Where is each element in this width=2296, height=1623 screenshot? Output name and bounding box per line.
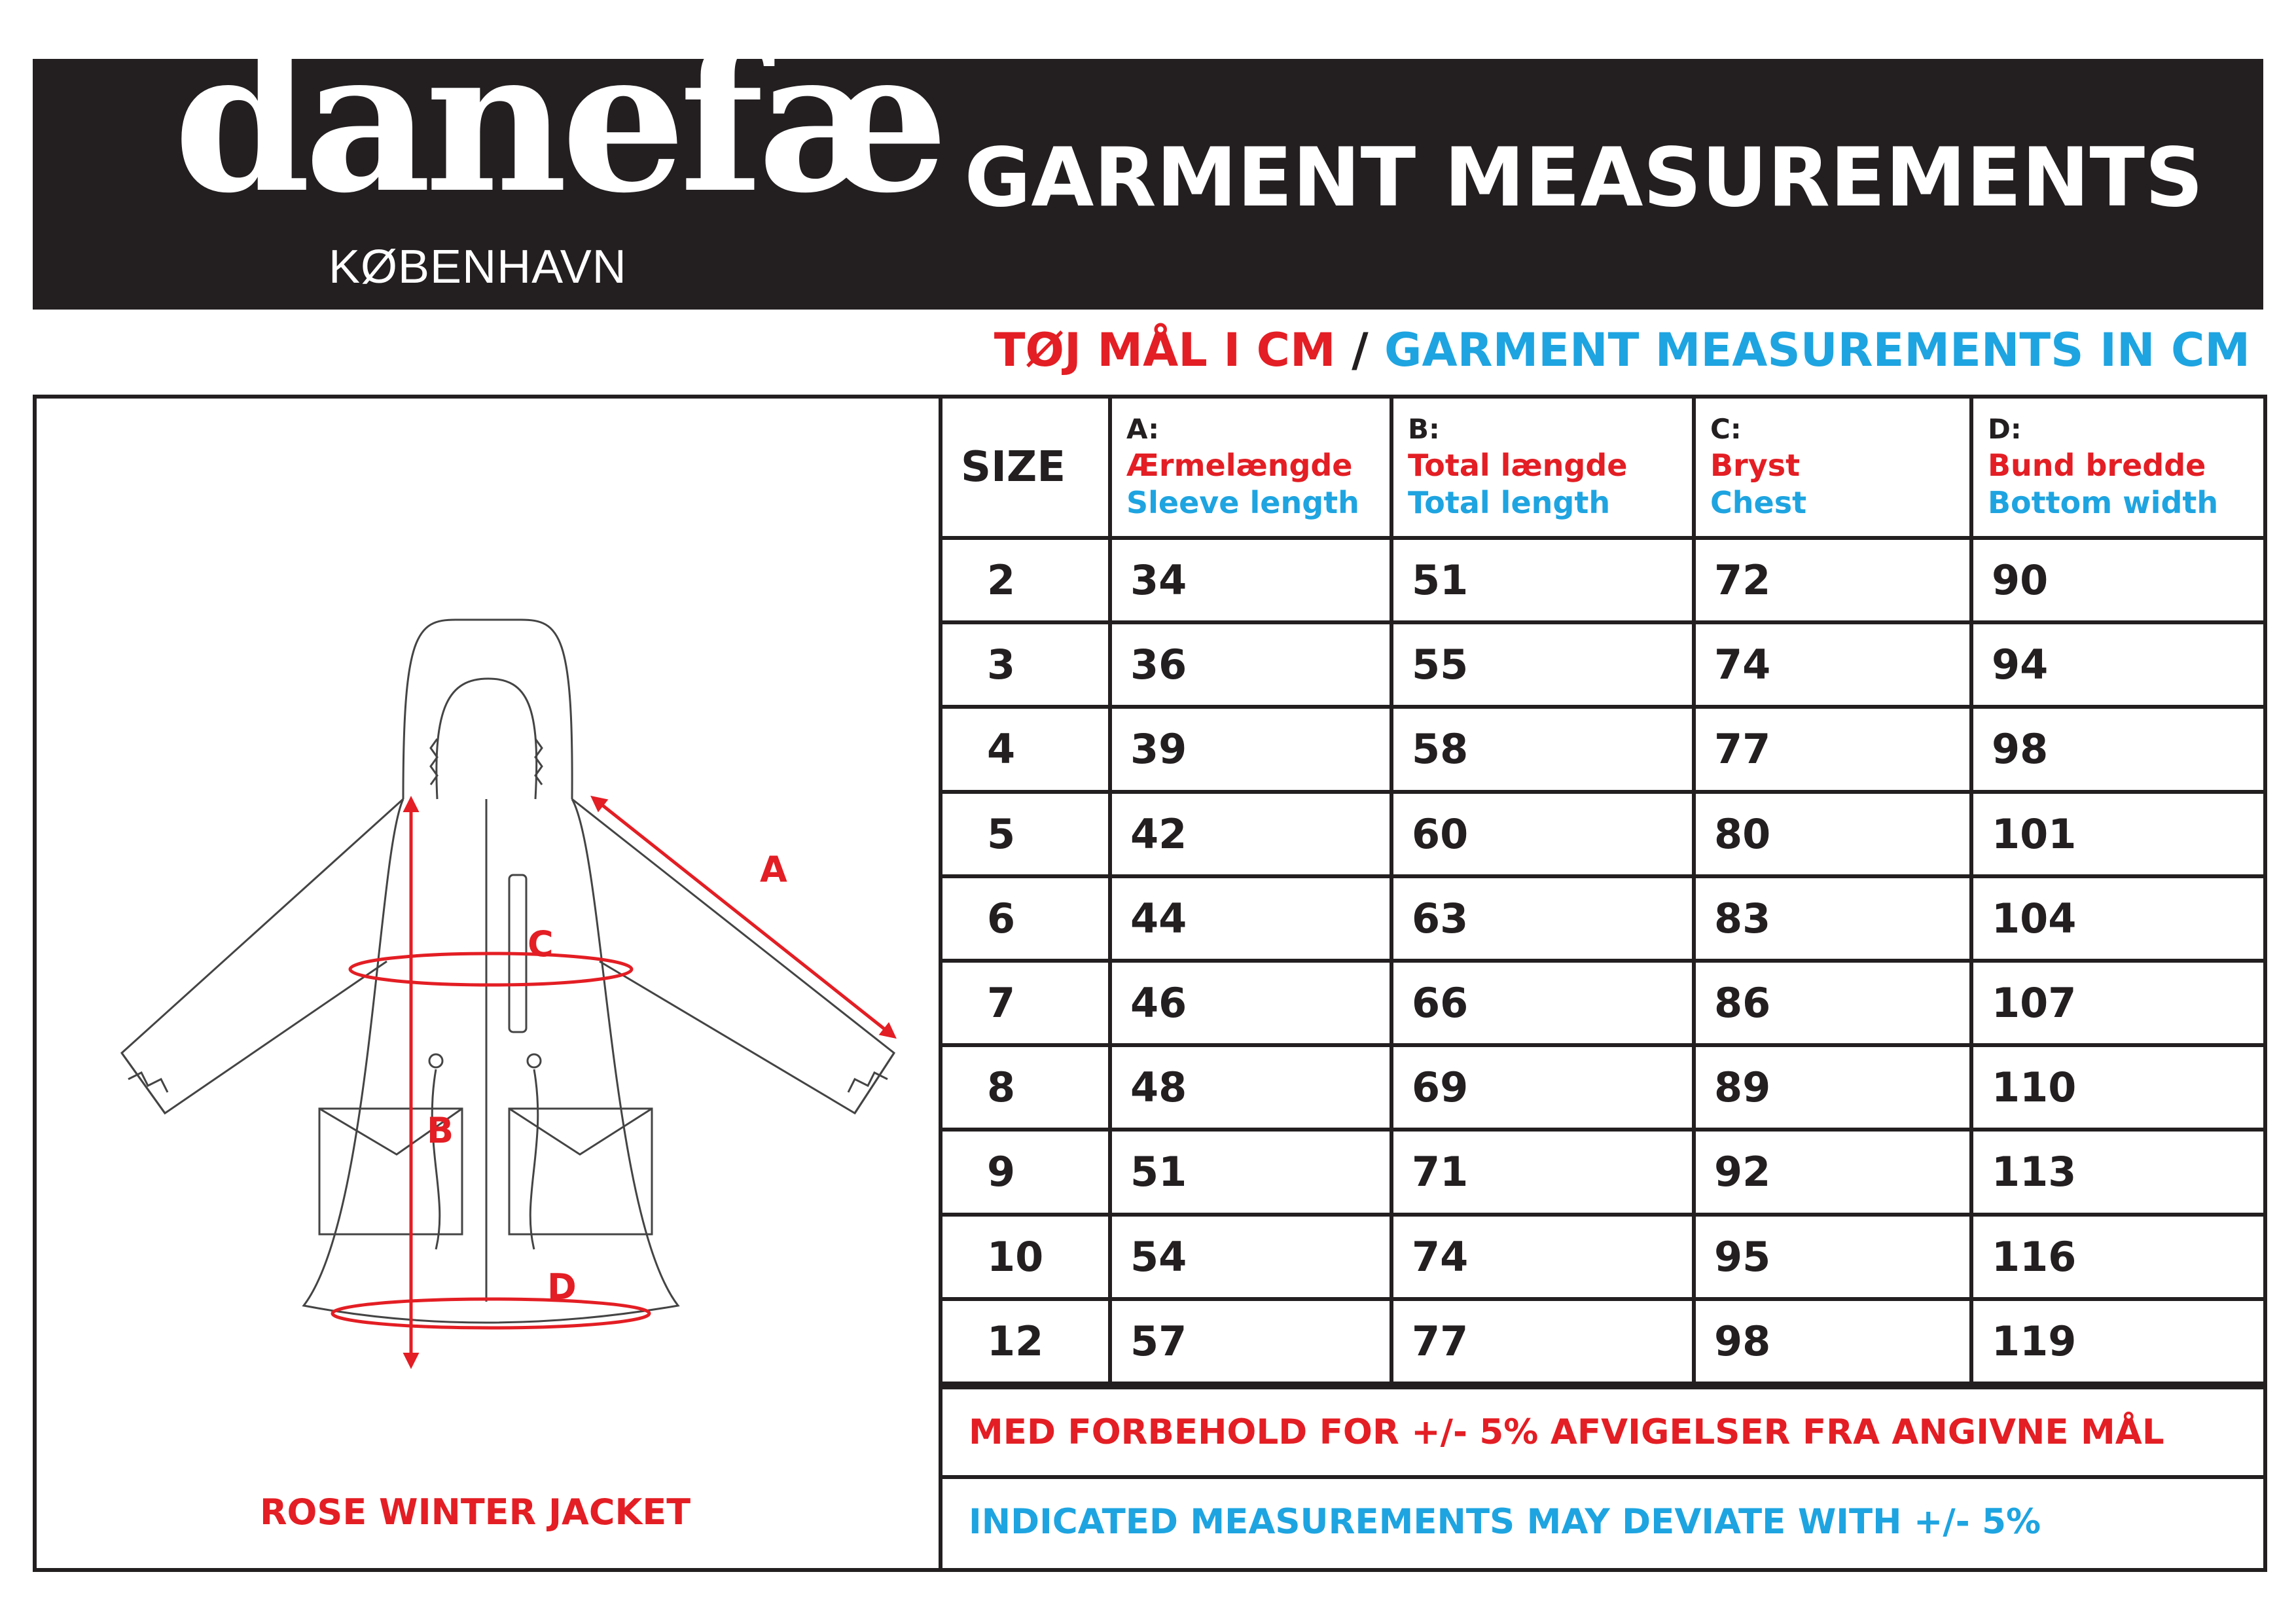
size-cell: 5 [942, 792, 1110, 876]
column-label-english: Sleeve length [1126, 485, 1359, 521]
column-label-danish: Bryst [1710, 447, 1801, 483]
bottom-width-cell: 98 [1971, 707, 2263, 791]
sleeve-length-cell: 46 [1110, 961, 1391, 1045]
column-label-english: Bottom width [1988, 485, 2219, 521]
table-row [942, 538, 2263, 622]
table-row [942, 1299, 2263, 1383]
subtitle-danish: TØJ MÅL I CM [994, 323, 1336, 377]
brand-city: KØBENHAVN [329, 241, 627, 293]
column-letter: A: [1126, 413, 1160, 446]
drawcord-eyelet-left [429, 1054, 442, 1067]
left-cuff [122, 1053, 168, 1113]
product-name: ROSE WINTER JACKET [259, 1491, 691, 1533]
sleeve-length-cell: 34 [1110, 538, 1391, 622]
sleeve-length-cell: 39 [1110, 707, 1391, 791]
chest-cell: 86 [1694, 961, 1971, 1045]
bottom-width-column-header [1971, 399, 2263, 538]
size-table [942, 399, 2263, 1385]
size-cell: 10 [942, 1215, 1110, 1299]
bottom-width-cell: 90 [1971, 538, 2263, 622]
size-cell: 7 [942, 961, 1110, 1045]
bottom-width-cell: 101 [1971, 792, 2263, 876]
sleeve-length-cell: 54 [1110, 1215, 1391, 1299]
column-letter: C: [1710, 413, 1742, 446]
marker-d-label: D [547, 1266, 577, 1308]
bottom-width-cell: 107 [1971, 961, 2263, 1045]
marker-c-label: C [528, 923, 554, 965]
right-sleeve [572, 799, 894, 1113]
chest-cell: 89 [1694, 1045, 1971, 1130]
column-label-english: Total length [1408, 485, 1611, 521]
total-length-cell: 77 [1391, 1299, 1694, 1383]
size-cell: 6 [942, 876, 1110, 961]
bottom-width-cell: 110 [1971, 1045, 2263, 1130]
size-cell: 2 [942, 538, 1110, 622]
jacket-drawing [37, 399, 939, 1568]
sleeve-length-cell: 36 [1110, 622, 1391, 707]
chest-cell: 98 [1694, 1299, 1971, 1383]
sleeve-length-cell: 48 [1110, 1045, 1391, 1130]
hood-opening [437, 679, 537, 799]
jacket-body [304, 799, 678, 1323]
column-label-danish: Ærmelængde [1126, 447, 1353, 483]
total-length-cell: 66 [1391, 961, 1694, 1045]
drawing-panel [37, 399, 942, 1568]
total-length-cell: 60 [1391, 792, 1694, 876]
total-length-cell: 69 [1391, 1045, 1694, 1130]
measurement-markers [332, 798, 894, 1366]
total-length-column-header [1391, 399, 1694, 538]
marker-c-ellipse [350, 954, 632, 985]
column-label-danish: Total længde [1408, 447, 1628, 483]
column-letter: D: [1988, 413, 2022, 446]
table-row [942, 622, 2263, 707]
size-cell: 4 [942, 707, 1110, 791]
size-cell: 3 [942, 622, 1110, 707]
column-label-english: Chest [1710, 485, 1807, 521]
units-subtitle [994, 323, 2250, 377]
sleeve-length-column-header [1110, 399, 1391, 538]
marker-a-label: A [760, 849, 787, 890]
table-row [942, 707, 2263, 791]
total-length-cell: 51 [1391, 538, 1694, 622]
sleeve-length-cell: 57 [1110, 1299, 1391, 1383]
bottom-width-cell: 116 [1971, 1215, 2263, 1299]
left-sleeve [122, 799, 403, 1113]
drawcord-eyelet-right [528, 1054, 541, 1067]
table-row [942, 1215, 2263, 1299]
chest-cell: 80 [1694, 792, 1971, 876]
column-letter: B: [1408, 413, 1440, 446]
table-header-row [942, 399, 2263, 538]
marker-a-arrow [593, 798, 894, 1037]
total-length-cell: 71 [1391, 1130, 1694, 1214]
jacket-outline [122, 620, 894, 1323]
table-row [942, 1045, 2263, 1130]
total-length-cell: 55 [1391, 622, 1694, 707]
sleeve-length-cell: 42 [1110, 792, 1391, 876]
chest-cell: 83 [1694, 876, 1971, 961]
chest-cell: 77 [1694, 707, 1971, 791]
table-row [942, 961, 2263, 1045]
size-column-header: SIZE [942, 399, 1110, 538]
chest-cell: 92 [1694, 1130, 1971, 1214]
total-length-cell: 63 [1391, 876, 1694, 961]
bottom-width-cell: 113 [1971, 1130, 2263, 1214]
hood-outline [403, 620, 572, 799]
brand-logo: danefæ [173, 5, 942, 236]
chest-cell: 74 [1694, 622, 1971, 707]
subtitle-english: GARMENT MEASUREMENTS IN CM [1384, 323, 2250, 377]
header-banner [33, 5, 2263, 310]
right-cuff [848, 1053, 894, 1113]
bottom-width-cell: 104 [1971, 876, 2263, 961]
sleeve-length-cell: 51 [1110, 1130, 1391, 1214]
table-row [942, 1130, 2263, 1214]
size-cell: 12 [942, 1299, 1110, 1383]
deviation-note-danish: MED FORBEHOLD FOR +/- 5% AFVIGELSER FRA ANGIVNE MÅL [942, 1385, 2263, 1471]
size-table-body [942, 538, 2263, 1383]
marker-b-label: B [427, 1110, 454, 1151]
subtitle-separator: / [1352, 323, 1369, 377]
page-title: GARMENT MEASUREMENTS [964, 131, 2204, 225]
waist-drawcord [432, 1069, 538, 1249]
table-row [942, 876, 2263, 961]
chest-cell: 72 [1694, 538, 1971, 622]
deviation-note-english: INDICATED MEASUREMENTS MAY DEVIATE WITH +/- 5% [942, 1475, 2263, 1561]
size-cell: 9 [942, 1130, 1110, 1214]
total-length-cell: 74 [1391, 1215, 1694, 1299]
chest-column-header [1694, 399, 1971, 538]
chest-cell: 95 [1694, 1215, 1971, 1299]
bottom-width-cell: 119 [1971, 1299, 2263, 1383]
size-cell: 8 [942, 1045, 1110, 1130]
sleeve-length-cell: 44 [1110, 876, 1391, 961]
bottom-width-cell: 94 [1971, 622, 2263, 707]
measurement-frame [33, 395, 2267, 1572]
total-length-cell: 58 [1391, 707, 1694, 791]
table-row [942, 792, 2263, 876]
column-label-danish: Bund bredde [1988, 447, 2206, 483]
